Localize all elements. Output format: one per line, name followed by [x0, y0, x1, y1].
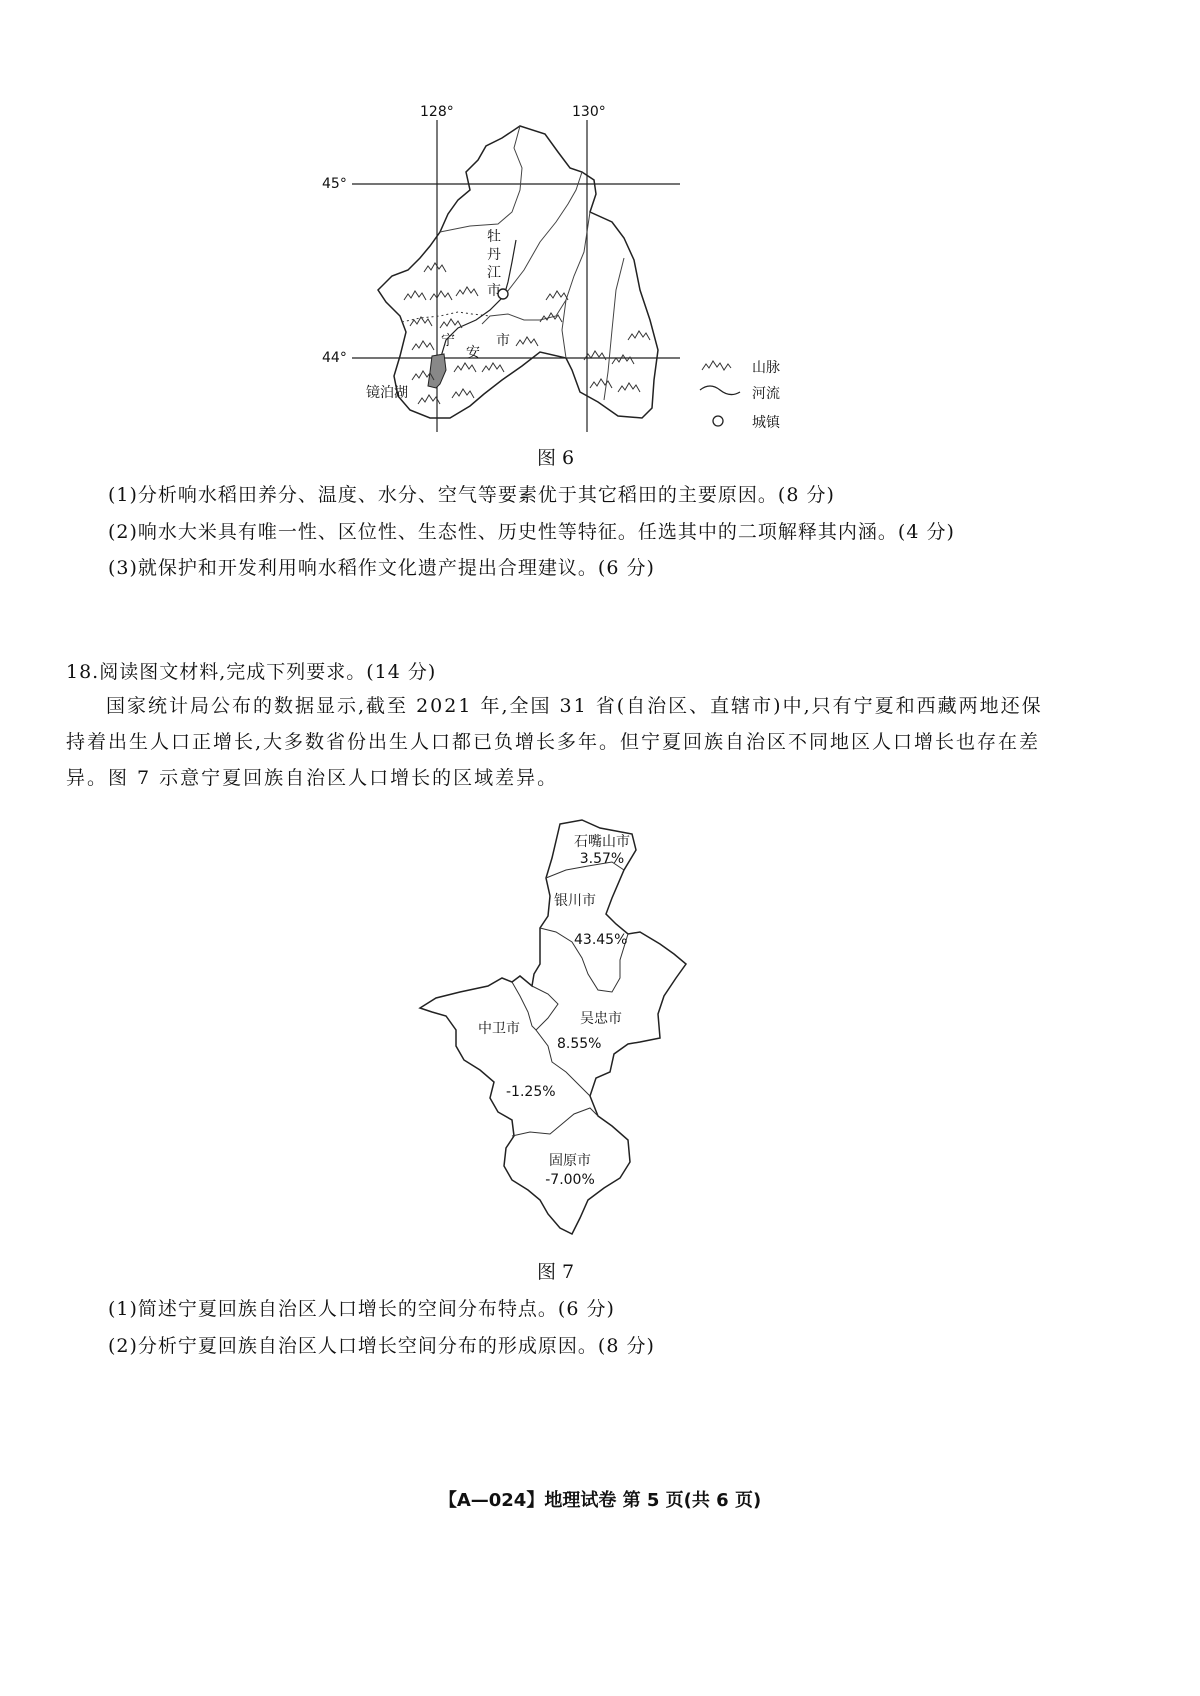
legend-river-label: 河流 [752, 386, 780, 402]
figure-7-caption: 图 7 [537, 1261, 575, 1283]
page-footer: 【A—024】地理试卷 第 5 页(共 6 页) [438, 1490, 762, 1511]
region-wuzhong-name: 吴忠市 [580, 1011, 622, 1027]
inner-boundary [562, 212, 590, 358]
guyuan-boundary [512, 1108, 598, 1136]
legend-town-label: 城镇 [752, 415, 780, 431]
lat-44-label: 44° [322, 350, 347, 366]
river [434, 240, 516, 384]
q18-sub2: (2)分析宁夏回族自治区人口增长空间分布的形成原因。(8 分) [108, 1335, 655, 1357]
lon-130-label: 130° [572, 104, 606, 120]
region-name: 石嘴山市 [574, 834, 630, 850]
figure-6-caption: 图 6 [537, 447, 575, 469]
legend-mountain-icon [702, 361, 731, 370]
q17-sub2: (2)响水大米具有唯一性、区位性、生态性、历史性等特征。任选其中的二项解释其内涵。(4 分) [108, 521, 955, 543]
ningan-char-2: 安 [466, 345, 480, 361]
inner-boundary [504, 172, 582, 296]
mudanjiang-city-label: 牡 丹 江 市 [487, 229, 501, 299]
jingpo-lake [428, 354, 446, 388]
region-guyuan [540, 1152, 600, 1190]
region-yinchuan-name: 银川市 [554, 893, 596, 909]
region-value: -7.00% [545, 1172, 595, 1188]
inner-boundary [440, 126, 522, 232]
inner-boundary [482, 300, 566, 324]
dotted-boundary [402, 312, 490, 322]
q18-title: 18.阅读图文材料,完成下列要求。(14 分) [66, 661, 437, 683]
lon-128-label: 128° [420, 104, 454, 120]
jingpo-lake-label: 镜泊湖 [366, 385, 408, 401]
region-zhongwei-name: 中卫市 [478, 1021, 520, 1037]
region-shizuishan [570, 834, 634, 868]
region-name: 固原市 [549, 1153, 591, 1169]
region-zhongwei-value: -1.25% [506, 1084, 556, 1100]
q18-material: 国家统计局公布的数据显示,截至 2021 年,全国 31 省(自治区、直辖市)中,只有宁夏和西藏两地还保持着出生人口正增长,大多数省份出生人口都已负增长多年。但宁夏回族自治区不同地区人口增长也存在差异。图 7 示意宁夏回族自治区人口增长的区域差异。 [66, 695, 1043, 789]
region-yinchuan-value: 43.45% [574, 932, 628, 948]
ningan-char-3: 市 [496, 333, 510, 349]
ningan-char-1: 宁 [441, 333, 455, 349]
legend-town-icon [713, 416, 723, 426]
inner-boundary [604, 258, 624, 400]
q18-sub1: (1)简述宁夏回族自治区人口增长的空间分布特点。(6 分) [108, 1298, 615, 1320]
lat-45-label: 45° [322, 176, 347, 192]
q17-sub3: (3)就保护和开发利用响水稻作文化遗产提出合理建议。(6 分) [108, 557, 655, 579]
region-wuzhong-value: 8.55% [557, 1036, 602, 1052]
q17-sub1: (1)分析响水稻田养分、温度、水分、空气等要素优于其它稻田的主要原因。(8 分) [108, 484, 835, 506]
mudanjiang-boundary [378, 126, 658, 418]
legend-mountain-label: 山脉 [752, 360, 780, 376]
legend-river-icon [700, 386, 740, 395]
region-value: 3.57% [579, 851, 625, 867]
